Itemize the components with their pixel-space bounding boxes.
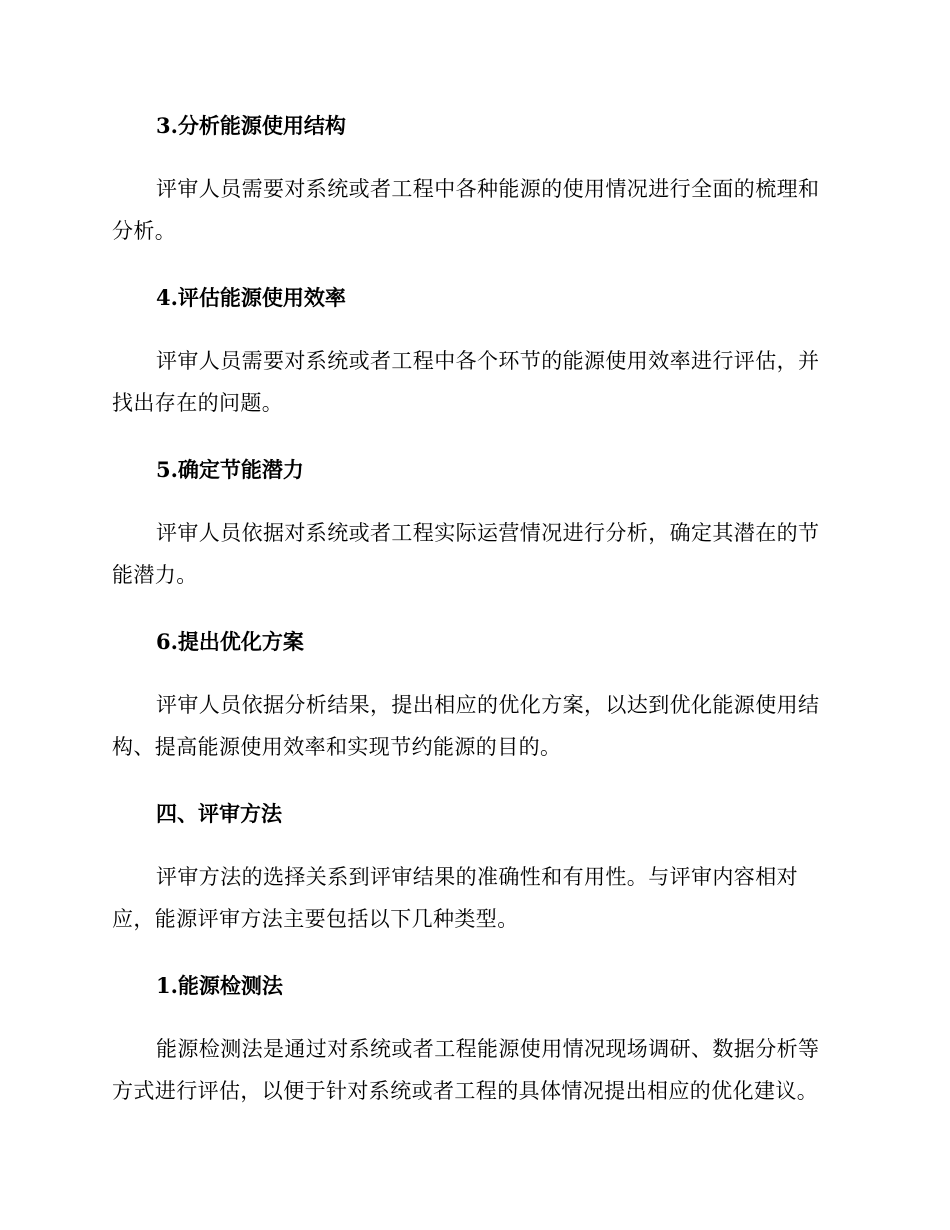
section-heading-optimization-plan: 6.提出优化方案 [156,629,304,654]
section-heading-energy-detection: 1.能源检测法 [156,973,283,998]
section-body-optimization-plan: 评审人员依据分析结果，提出相应的优化方案，以达到优化能源使用结构、提高能源使用效率和实现节约能源的目的。 [112,693,820,759]
section-body-evaluate-efficiency: 评审人员需要对系统或者工程中各个环节的能源使用效率进行评估，并找出存在的问题。 [112,349,820,415]
document-page [112,104,832,1112]
section-body-energy-saving-potential: 评审人员依据对系统或者工程实际运营情况进行分析，确定其潜在的节能潜力。 [112,521,820,587]
section-body-energy-detection: 能源检测法是通过对系统或者工程能源使用情况现场调研、数据分析等方式进行评估，以便于针对系统或者工程的具体情况提出相应的优化建议。 [112,1037,820,1103]
section-heading-review-methods: 四、评审方法 [156,801,282,826]
section-heading-evaluate-efficiency: 4.评估能源使用效率 [156,285,346,310]
section-body-analyze-structure: 评审人员需要对系统或者工程中各种能源的使用情况进行全面的梳理和分析。 [112,177,820,243]
section-heading-energy-saving-potential: 5.确定节能潜力 [156,457,304,482]
section-heading-analyze-structure: 3.分析能源使用结构 [156,113,346,138]
section-body-review-methods: 评审方法的选择关系到评审结果的准确性和有用性。与评审内容相对应，能源评审方法主要包括以下几种类型。 [112,865,798,931]
